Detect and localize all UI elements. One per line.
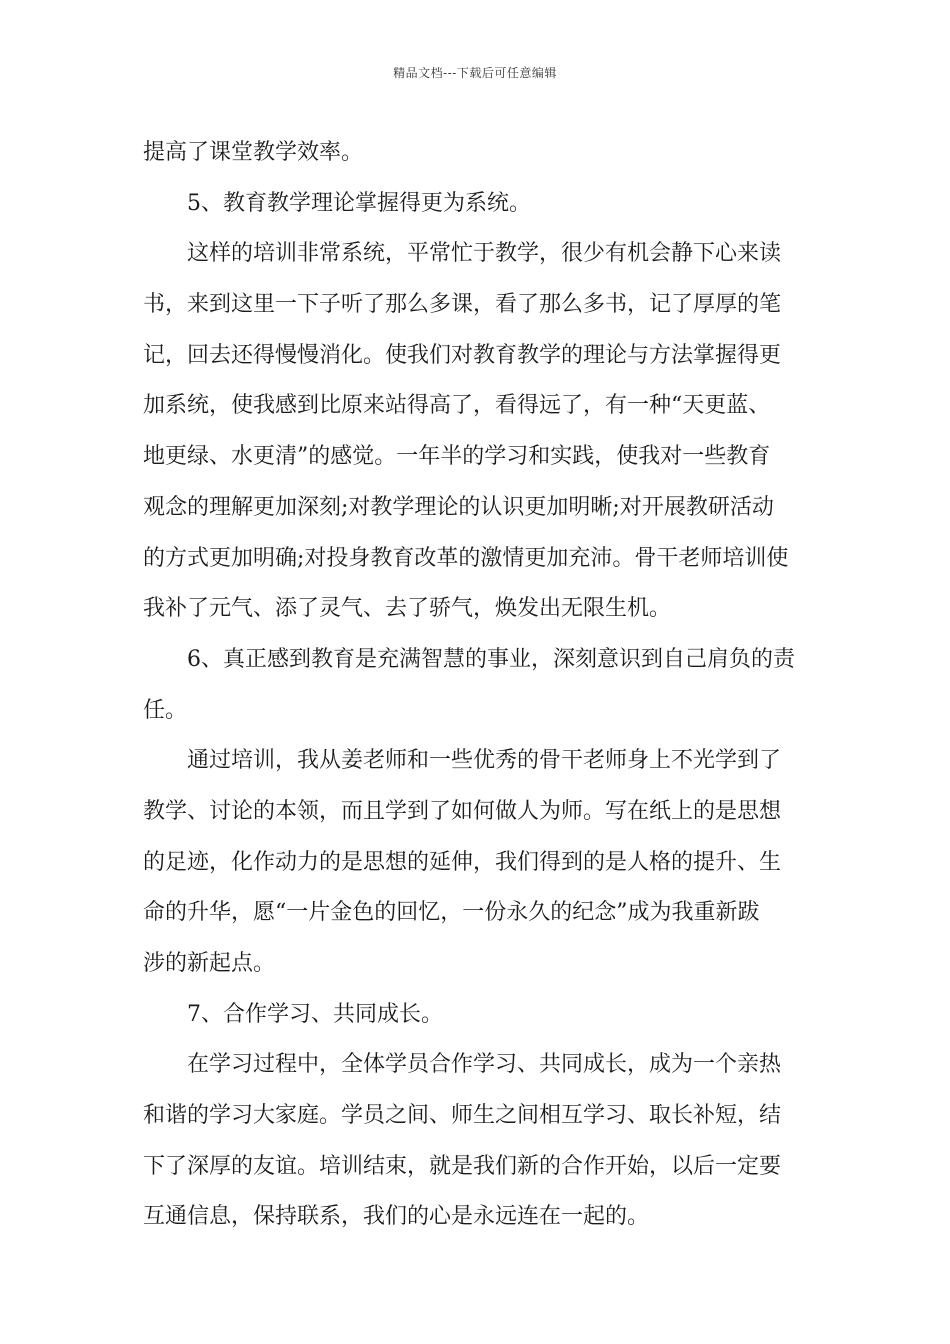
text-line: 互通信息，保持联系，我们的心是永远连在一起的。 (143, 1204, 650, 1230)
text-line: 的足迹，化作动力的是思想的延伸，我们得到的是人格的提升、生 (143, 849, 782, 875)
text-line: 书，来到这里一下子听了那么多课，看了那么多书，记了厚厚的笔 (143, 292, 782, 318)
text-line: 观念的理解更加深刻;对教学理论的认识更加明晰;对开展教研活动 (143, 494, 774, 520)
text-line: 下了深厚的友谊。培训结束，就是我们新的合作开始，以后一定要 (143, 1153, 782, 1179)
text-line: 5、教育教学理论掌握得更为系统。 (187, 190, 531, 216)
text-line: 7、合作学习、共同成长。 (187, 1001, 443, 1027)
text-line: 地更绿、水更清”的感觉。一年半的学习和实践，使我对一些教育 (143, 444, 771, 470)
text-line: 命的升华，愿“一片金色的回忆，一份永久的纪念”成为我重新跋 (143, 900, 760, 926)
text-line: 记，回去还得慢慢消化。使我们对教育教学的理论与方法掌握得更 (143, 342, 782, 368)
text-line: 这样的培训非常系统，平常忙于教学，很少有机会静下心来读 (187, 241, 782, 267)
text-line: 在学习过程中，全体学员合作学习、共同成长，成为一个亲热 (187, 1052, 782, 1078)
text-line: 任。 (143, 697, 188, 723)
text-line: 我补了元气、添了灵气、去了骄气，焕发出无限生机。 (143, 596, 672, 622)
text-line: 教学、讨论的本领，而且学到了如何做人为师。写在纸上的是思想 (143, 798, 782, 824)
text-line: 加系统，使我感到比原来站得高了，看得远了，有一种“天更蓝、 (143, 393, 771, 419)
text-line: 6、真正感到教育是充满智慧的事业，深刻意识到自己肩负的责 (187, 646, 795, 672)
text-line: 和谐的学习大家庭。学员之间、师生之间相互学习、取长补短，结 (143, 1103, 782, 1129)
text-line: 涉的新起点。 (143, 951, 276, 976)
document-body (143, 128, 808, 1243)
page-header: 精品文档---下载后可任意编辑 (393, 66, 557, 80)
text-line: 提高了课堂教学效率。 (143, 140, 364, 165)
text-line: 通过培训，我从姜老师和一些优秀的骨干老师身上不光学到了 (187, 748, 782, 774)
text-line: 的方式更加明确;对投身教育改革的激情更加充沛。骨干老师培训使 (143, 545, 789, 571)
